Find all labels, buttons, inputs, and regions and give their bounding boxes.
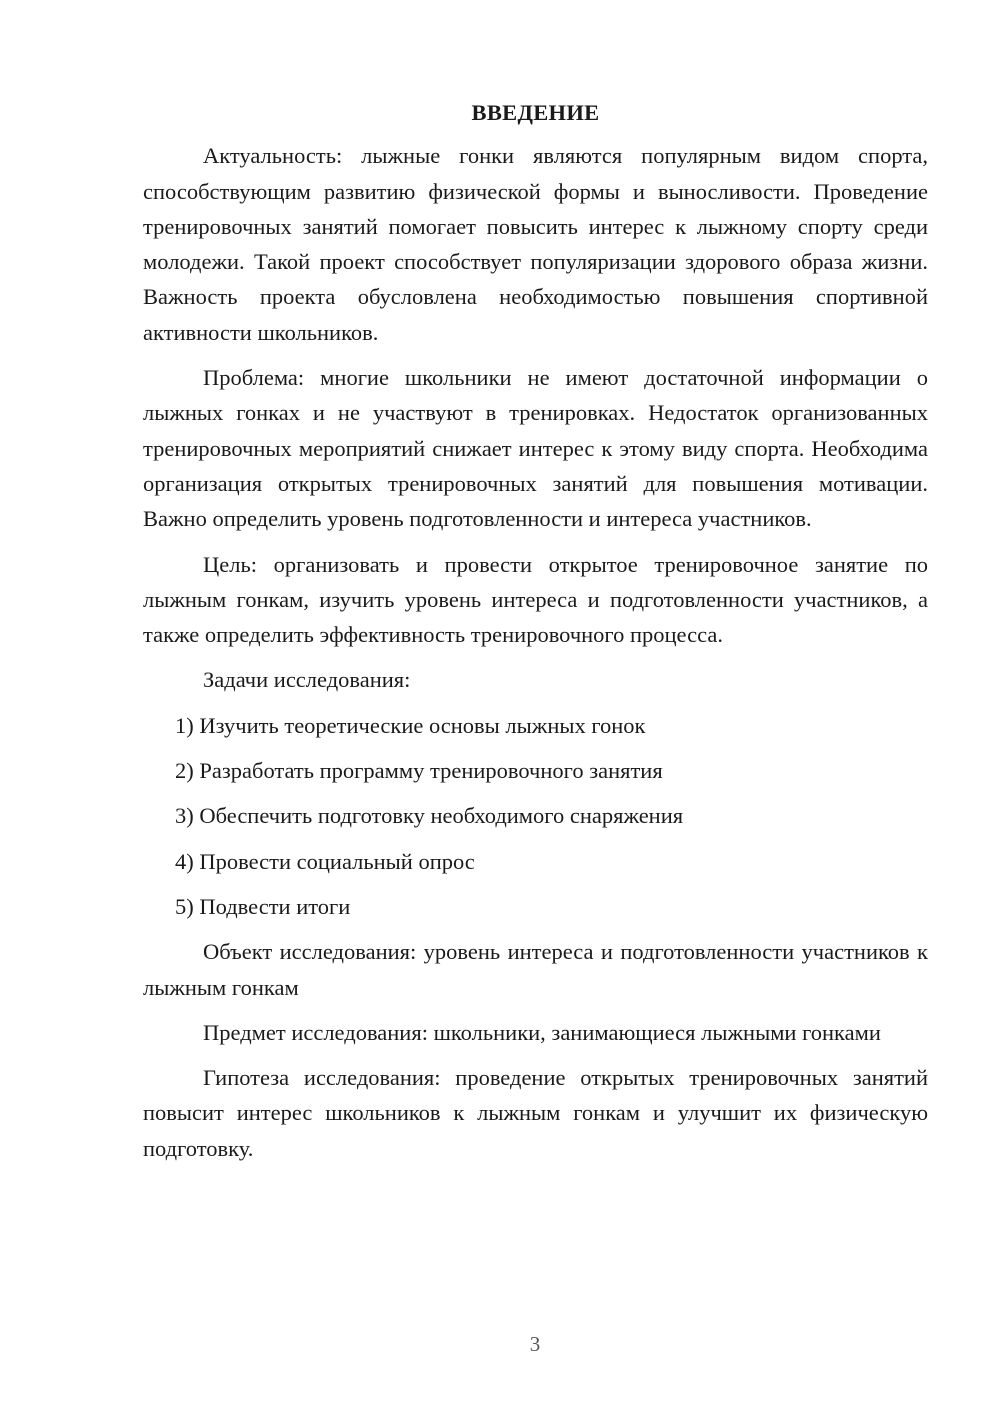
task-item: 2) Разработать программу тренировочного занятия xyxy=(175,758,663,784)
task-item: 4) Провести социальный опрос xyxy=(175,848,475,874)
paragraph-goal: Цель: организовать и провести открытое тренировочное занятие по лыжным гонкам, изучить уровень интереса и подготовленности участников, а также определить эффективность тренировочного процесса. xyxy=(143,551,928,648)
paragraph-relevance: Актуальность: лыжные гонки являются популярным видом спорта, способствующим развитию физической формы и выносливости. Проведение тренировочных занятий помогает повысить интерес к лыжному спорту среди молодежи. Такой проект способствует популяризации здорового образа жизни. Важность проекта обусловлена необходимостью повышения спортивной активности школьников. xyxy=(143,143,928,345)
section-heading: ВВЕДЕНИЕ xyxy=(471,100,600,125)
paragraph-hypothesis: Гипотеза исследования: проведение открытых тренировочных занятий повысит интерес школьников к лыжным гонкам и улучшит их физическую подготовку. xyxy=(143,1065,928,1161)
task-item: 5) Подвести итоги xyxy=(175,893,351,919)
document-page xyxy=(143,95,928,1176)
tasks-heading: Задачи исследования: xyxy=(203,667,411,693)
task-item: 1) Изучить теоретические основы лыжных гонок xyxy=(175,712,646,738)
paragraph-object: Объект исследования: уровень интереса и подготовленности участников к лыжным гонкам xyxy=(143,939,928,1000)
task-item: 3) Обеспечить подготовку необходимого снаряжения xyxy=(175,803,684,829)
page-number: 3 xyxy=(529,1332,541,1356)
paragraph-problem: Проблема: многие школьники не имеют достаточной информации о лыжных гонках и не участвуют в тренировках. Недостаток организованных тренировочных мероприятий снижает интерес к этому виду спорта. Необходима организация открытых тренировочных занятий для повышения мотивации. Важно определить уровень подготовленности и интереса участников. xyxy=(143,365,928,532)
paragraph-subject: Предмет исследования: школьники, занимающиеся лыжными гонками xyxy=(203,1019,881,1045)
tasks-list xyxy=(143,708,928,924)
